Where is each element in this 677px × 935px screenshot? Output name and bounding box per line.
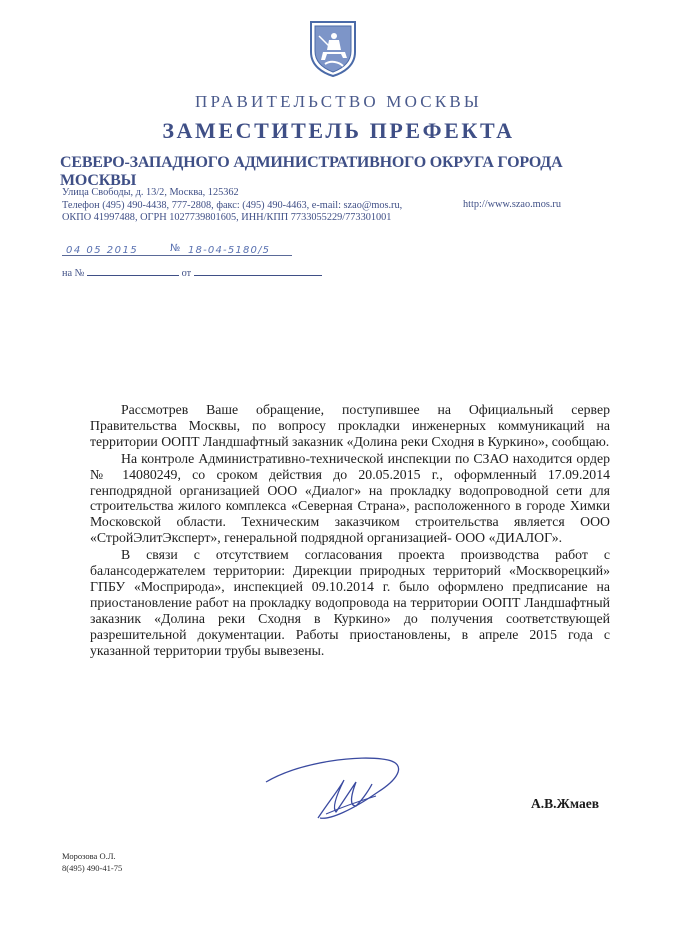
moscow-coat-of-arms-icon — [303, 18, 363, 78]
government-title: ПРАВИТЕЛЬСТВО МОСКВЫ — [195, 92, 482, 111]
executor-name: Морозова О.Л. — [62, 851, 116, 861]
contacts-block — [62, 187, 402, 225]
paragraph-1: Рассмотрев Ваше обращение, поступившее на Официальный сервер Правительства Москвы, по вопросу прокладки инженерных коммуникаций на территории ООПТ Ландшафтный заказник «Долина реки Сходня в Куркино», сообщаю. — [90, 402, 610, 449]
executor-block — [62, 850, 122, 874]
address-text: Улица Свободы, д. 13/2, Москва, 125362 — [62, 187, 239, 198]
letter-body — [90, 402, 610, 659]
executor-phone: 8(495) 490-41-75 — [62, 863, 123, 873]
codes-text: ОКПО 41997488, ОГРН 1027739801605, ИНН/КПП 7733055229/773301001 — [62, 212, 392, 223]
website-link[interactable]: http://www.szao.mos.ru — [463, 199, 562, 210]
paragraph-2: На контроле Административно-технической инспекции по СЗАО находится ордер № 14080249, со сроком действия до 20.05.2015 г., оформленный 17.09.2014 генподрядной организацией ООО «Диалог» на прокладку водопроводной сети для строительства жилого комплекса «Северная Страна», расположенного в городе Химки Московской области. Техническим заказчиком строительства является ООО «СтройЭлитЭксперт», генеральной подрядной организацией- ООО «ДИАЛОГ». — [90, 450, 610, 546]
signer-name: А.В.Жмаев — [531, 796, 599, 811]
registration-date: 04 05 2015 — [66, 245, 139, 256]
position-title: ЗАМЕСТИТЕЛЬ ПРЕФЕКТА — [162, 118, 515, 143]
reference-from-label: от — [181, 268, 192, 279]
registration-number: 18-04-5180/5 — [188, 245, 271, 256]
registration-no-label: № — [170, 243, 181, 254]
district-title: СЕВЕРО-ЗАПАДНОГО АДМИНИСТРАТИВНОГО ОКРУГА ГОРОДА МОСКВЫ — [60, 154, 563, 189]
reference-line — [62, 266, 322, 279]
reference-no-blank — [87, 266, 179, 276]
handwritten-signature — [260, 752, 410, 832]
reference-from-blank — [194, 266, 322, 276]
reference-no-label: на № — [62, 268, 85, 279]
phones-text: Телефон (495) 490-4438, 777-2808, факс: (495) 490-4463, e-mail: szao@mos.ru, — [62, 199, 403, 211]
paragraph-3: В связи с отсутствием согласования проекта производства работ с балансодержателем территории: Дирекции природных территорий «Москворецкий» ГПБУ «Мосприрода», инспекцией 09.10.2014 г. было оформлено предписание на приостановление работ на прокладку водопровода на территории ООПТ Ландшафтный заказник «Долина реки Сходня в Куркино» до получения соответствующей разрешительной документации. Работы приостановлены, в апреле 2015 года с указанной территории трубы вывезены. — [90, 547, 610, 658]
